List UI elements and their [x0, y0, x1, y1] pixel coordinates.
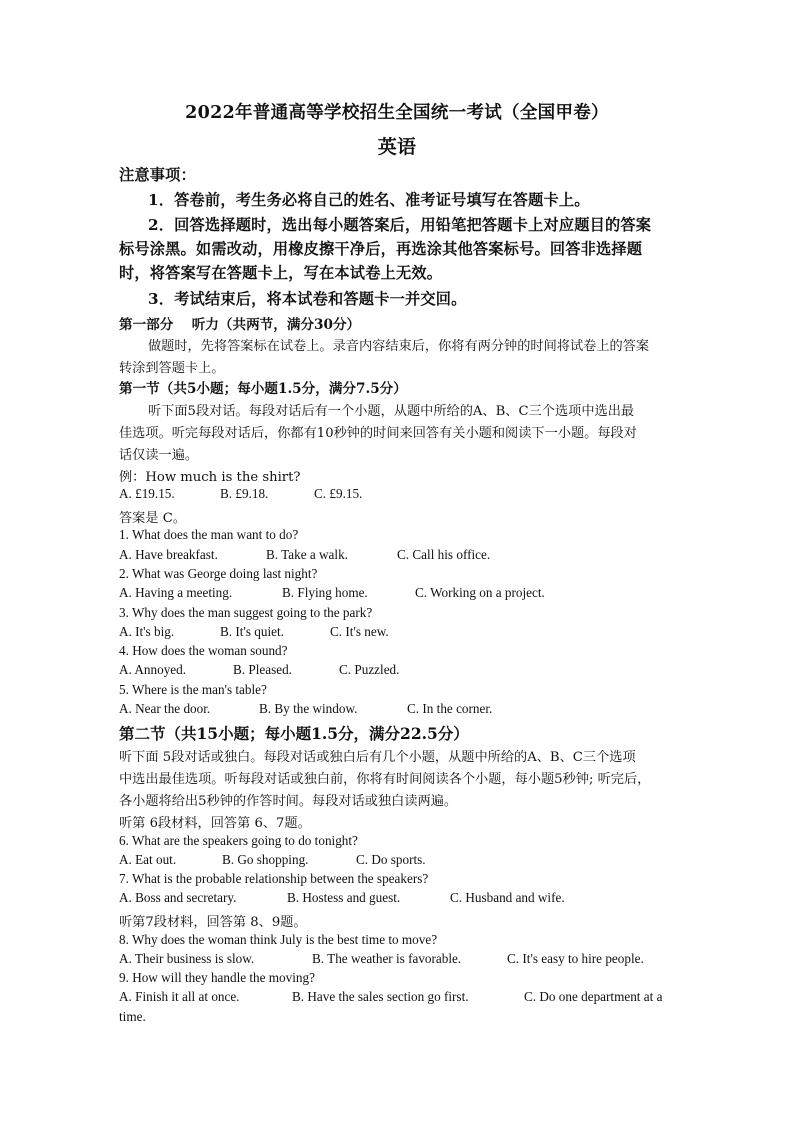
- notice-item-2: 2．回答选择题时，选出每小题答案后，用铅笔把答题卡上对应题目的答案: [148, 216, 652, 234]
- q5-option-a: A. Near the door.: [119, 701, 211, 716]
- section2-desc-cont: 中选出最佳选项。听每段对话或独白前，你将有时间阅读各个小题，每小题5秒钟; 听完后，: [119, 772, 651, 787]
- q7-option-b: B. Hostess and guest.: [287, 890, 401, 905]
- q3-option-b: B. It's quiet.: [220, 624, 284, 639]
- section1-desc: 听下面5段对话。每段对话后有一个小题，从题中所给的A、B、C三个选项中选出最: [148, 404, 635, 419]
- part1-heading: 第一部分 听力（共两节，满分30分）: [119, 317, 361, 333]
- q5-option-c: C. In the corner.: [407, 701, 493, 716]
- question-5: 5. Where is the man's table?: [119, 682, 267, 697]
- q6-option-b: B. Go shopping.: [222, 852, 309, 867]
- notice-item-1: 1．答卷前，考生务必将自己的姓名、准考证号填写在答题卡上。: [148, 191, 590, 209]
- example-question: 例：How much is the shirt?: [119, 470, 301, 485]
- q6-option-a: A. Eat out.: [119, 852, 177, 867]
- question-6: 6. What are the speakers going to do tonight?: [119, 833, 358, 848]
- section1-desc-cont: 佳选项。听完每段对话后，你都有10秒钟的时间来回答有关小题和阅读下一小题。每段对: [119, 426, 637, 441]
- q5-option-b: B. By the window.: [259, 701, 358, 716]
- question-8: 8. Why does the woman think July is the best time to move?: [119, 932, 438, 947]
- part1-desc: 做题时，先将答案标在试卷上。录音内容结束后，你将有两分钟的时间将试卷上的答案: [148, 339, 650, 354]
- notice-item-3: 3．考试结束后，将本试卷和答题卡一并交回。: [148, 290, 467, 308]
- question-1: 1. What does the man want to do?: [119, 527, 299, 542]
- part1-desc-cont: 转涂到答题卡上。: [119, 361, 225, 376]
- q4-option-a: A. Annoyed.: [119, 662, 187, 677]
- notice-heading: 注意事项：: [119, 166, 196, 184]
- q6-option-c: C. Do sports.: [356, 852, 426, 867]
- section2-desc-cont: 各小题将给出5秒钟的作答时间。每段对话或独白读两遍。: [119, 794, 458, 809]
- q1-option-b: B. Take a walk.: [266, 547, 348, 562]
- q8-option-b: B. The weather is favorable.: [312, 951, 462, 966]
- q9-option-c-cont: time.: [119, 1009, 146, 1024]
- q7-option-a: A. Boss and secretary.: [119, 890, 237, 905]
- q2-option-c: C. Working on a project.: [415, 585, 545, 600]
- question-3: 3. Why does the man suggest going to the park?: [119, 605, 373, 620]
- section1-heading: 第一节（共5小题；每小题1.5分，满分7.5分）: [119, 381, 407, 397]
- q1-option-c: C. Call his office.: [397, 547, 491, 562]
- q4-option-b: B. Pleased.: [233, 662, 292, 677]
- q8-option-c: C. It's easy to hire people.: [507, 951, 644, 966]
- question-2: 2. What was George doing last night?: [119, 566, 318, 581]
- section2-heading: 第二节（共15小题；每小题1.5分，满分22.5分）: [119, 724, 469, 743]
- question-7: 7. What is the probable relationship between the speakers?: [119, 871, 429, 886]
- example-option-b: B. £9.18.: [220, 486, 269, 501]
- example-option-a: A. £19.15.: [119, 486, 175, 501]
- q2-option-b: B. Flying home.: [282, 585, 368, 600]
- example-answer: 答案是 C。: [119, 511, 187, 526]
- q9-option-c: C. Do one department at a: [524, 989, 663, 1004]
- material-7-heading: 听第7段材料，回答第 8、9题。: [119, 915, 307, 930]
- q8-option-a: A. Their business is slow.: [119, 951, 255, 966]
- question-4: 4. How does the woman sound?: [119, 643, 288, 658]
- section2-desc: 听下面 5段对话或独白。每段对话或独白后有几个小题，从题中所给的A、B、C三个选项: [119, 750, 636, 765]
- q3-option-c: C. It's new.: [330, 624, 389, 639]
- q2-option-a: A. Having a meeting.: [119, 585, 233, 600]
- section1-desc-cont: 话仅读一遍。: [119, 448, 199, 463]
- q4-option-c: C. Puzzled.: [339, 662, 400, 677]
- example-option-c: C. £9.15.: [314, 486, 363, 501]
- q3-option-a: A. It's big.: [119, 624, 175, 639]
- exam-subject: 英语: [377, 136, 417, 158]
- material-6-heading: 听第 6段材料，回答第 6、7题。: [119, 816, 311, 831]
- question-9: 9. How will they handle the moving?: [119, 970, 315, 985]
- notice-item-2-cont: 时，将答案写在答题卡上，写在本试卷上无效。: [119, 264, 443, 282]
- q7-option-c: C. Husband and wife.: [450, 890, 565, 905]
- q1-option-a: A. Have breakfast.: [119, 547, 218, 562]
- q9-option-b: B. Have the sales section go first.: [292, 989, 469, 1004]
- notice-item-2-cont: 标号涂黑。如需改动，用橡皮擦干净后，再选涂其他答案标号。回答非选择题: [119, 240, 643, 258]
- q9-option-a: A. Finish it all at once.: [119, 989, 240, 1004]
- exam-title: 2022年普通高等学校招生全国统一考试（全国甲卷）: [185, 103, 609, 123]
